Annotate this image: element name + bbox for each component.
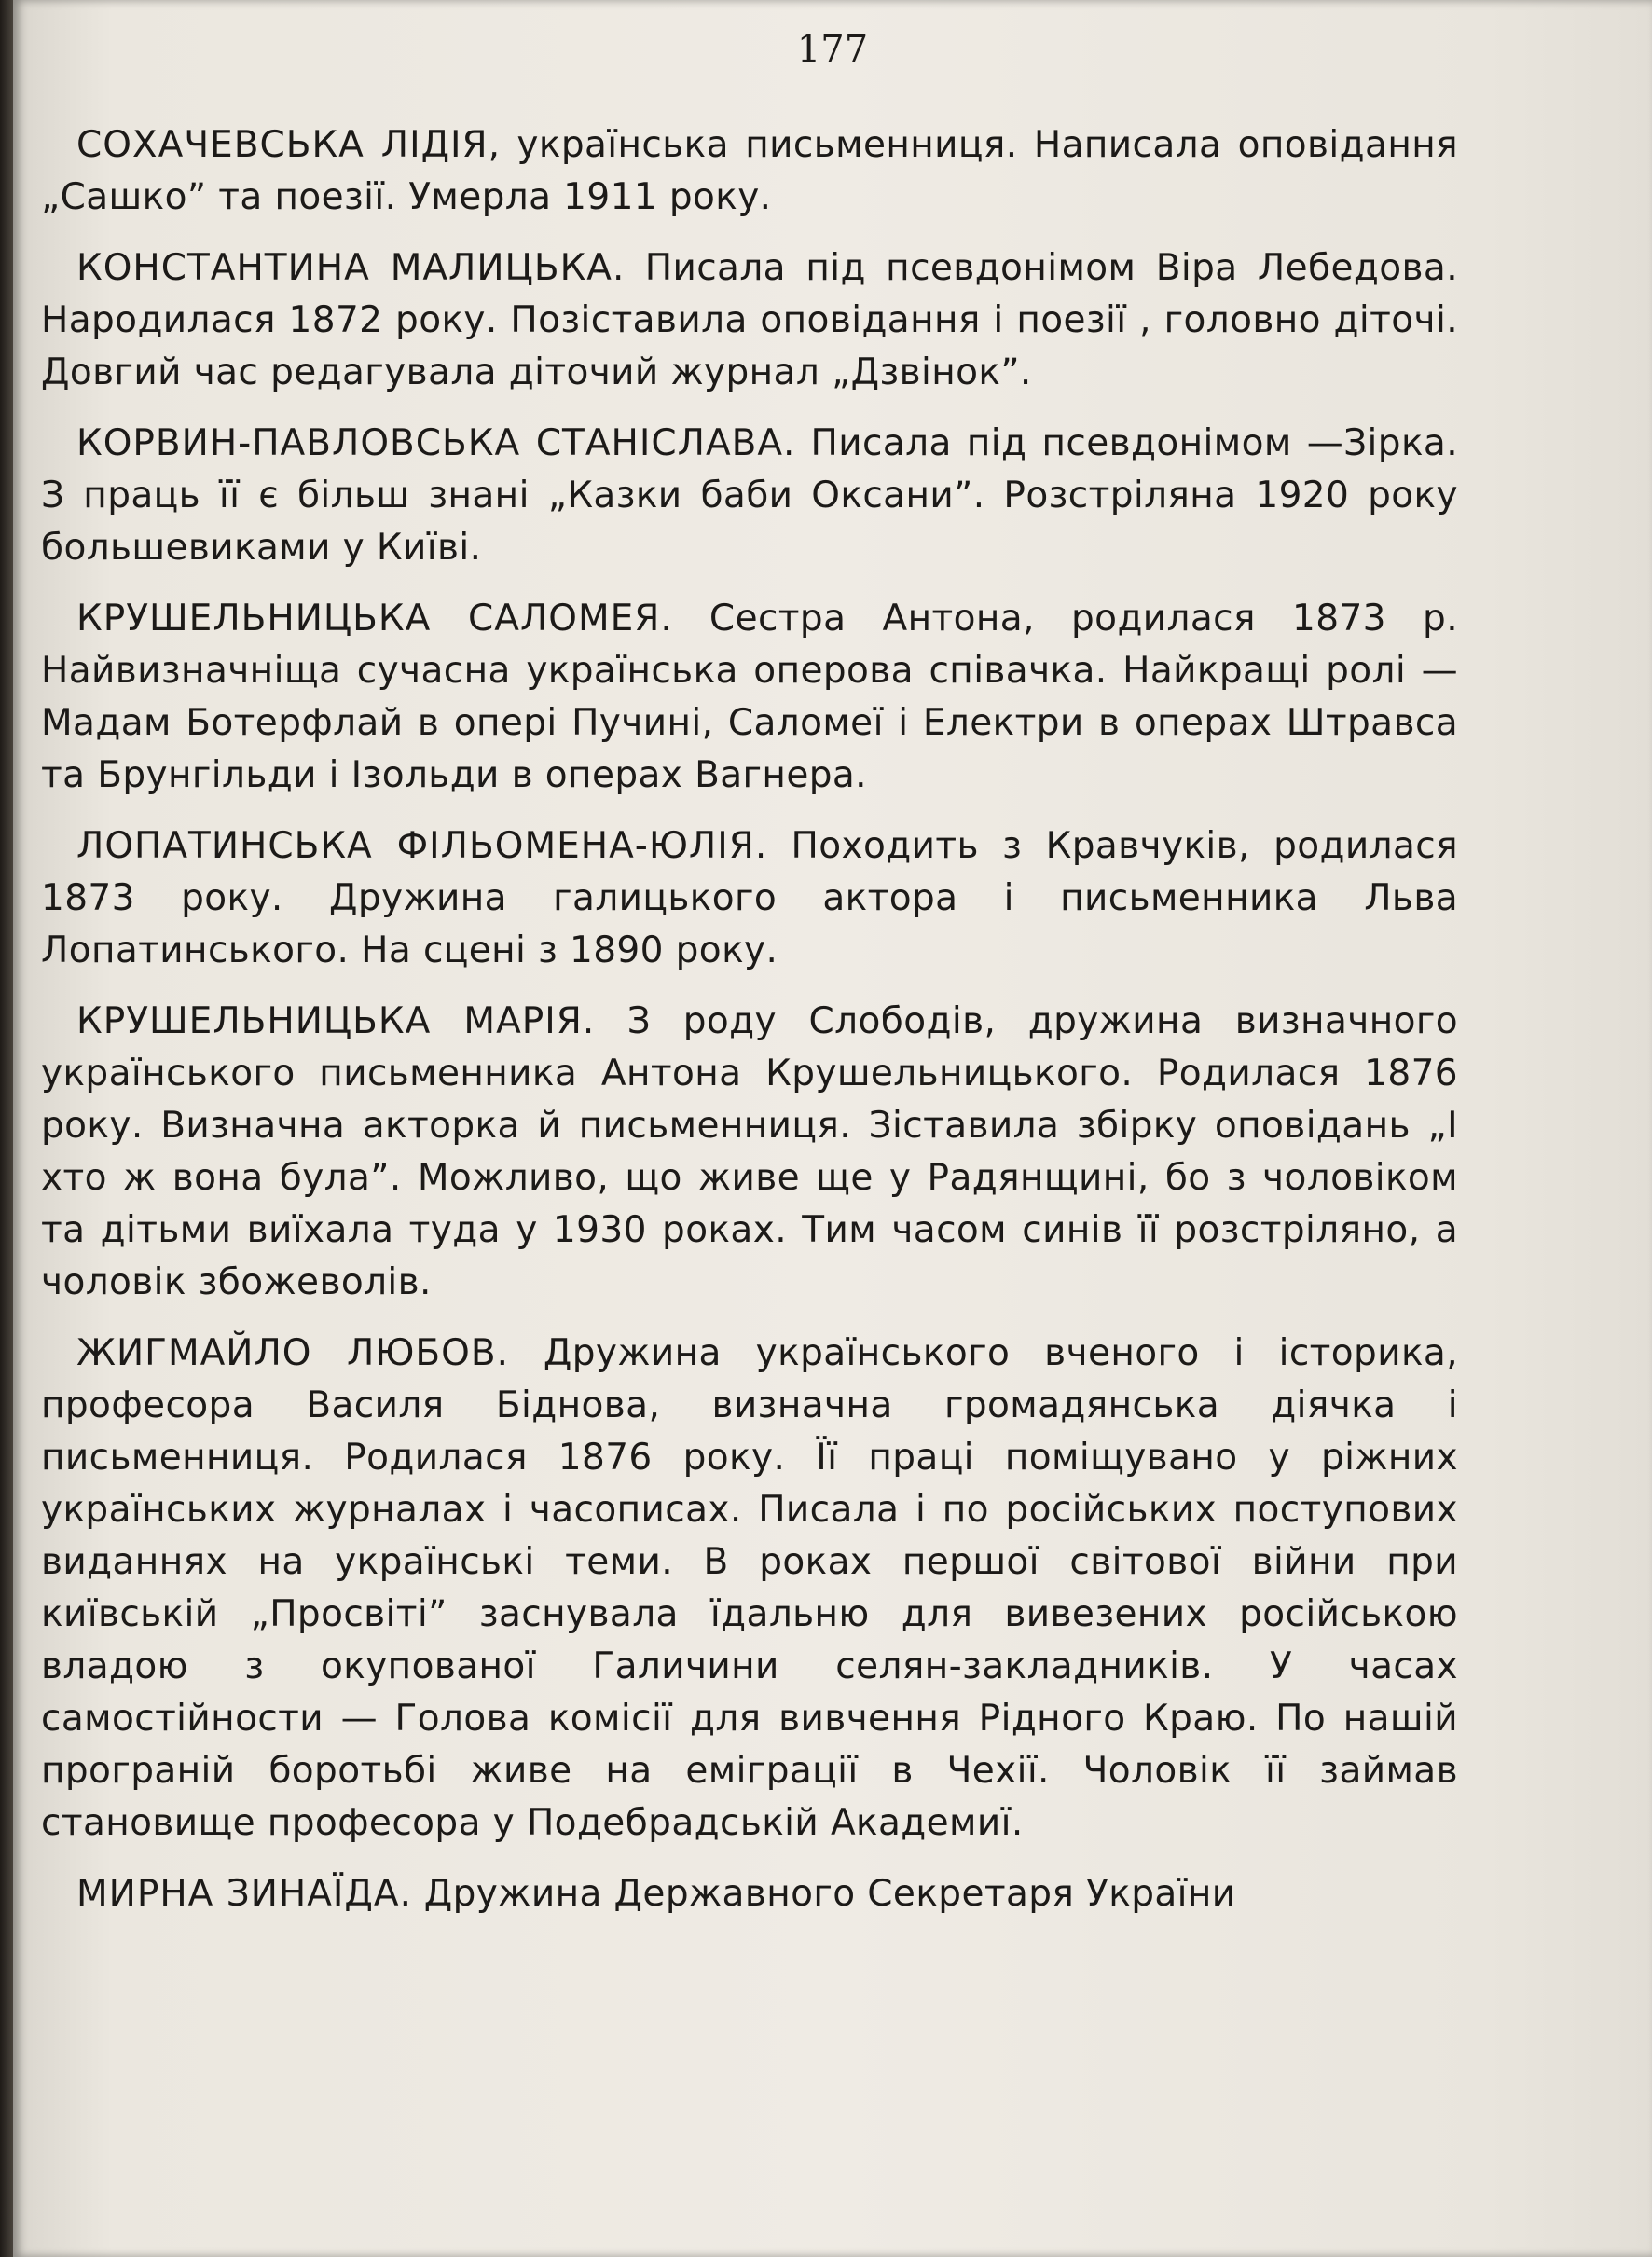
page-number: 177 [796, 28, 869, 71]
entry-malytska [41, 242, 1458, 399]
entry-korvyn-pavlovska [41, 418, 1458, 574]
entry-sokhachevska [41, 119, 1458, 224]
entry-text: Дружина українського вченого і історика, професора Василя Біднова, визначна громадянська діячка і письменниця. Родилася 1876 року. Її праці поміщувано у ріжних українських журналах і часописах. Писала і по російських поступових виданнях на українські теми. В роках першої світової війни при київській „Просвіті” заснувала їдальню для вивезених російською владою з окупованої Галичини селян-закладників. У часах самостійности — Голова комісії для вивчення Рідного Краю. По нашій програній боротьбі живе на еміграції в Чехії. Чоловік її займав становище професора у Подебрадській Академиї. [41, 1332, 1458, 1844]
entry-myrna [41, 1868, 1458, 1920]
entry-text: Писала під псевдонімом —Зірка. З праць її є більш знані „Казки баби Оксани”. Розстріляна 1920 року большевиками у Київі. [41, 422, 1458, 569]
entry-name: КОРВИН-ПАВЛОВСЬКА СТАНІСЛАВА. [76, 422, 796, 464]
entry-name: ЛОПАТИНСЬКА ФІЛЬОМЕНА-ЮЛІЯ. [76, 825, 768, 867]
entry-krushelnytska-mariia [41, 996, 1458, 1309]
entry-text: Сестра Антона, родилася 1873 р. Найвизначніща сучасна українська оперова співачка. Найкращі ролі — Мадам Ботерфлай в опері Пучині, Саломеї і Електри в операх Штравса та Брунгільди і Ізольди в операх Вагнера. [41, 598, 1458, 796]
entry-lopatynska [41, 820, 1458, 977]
entry-name: ЖИГМАЙЛО ЛЮБОВ. [76, 1332, 509, 1374]
entry-text: З роду Слободів, дружина визначного українського письменника Антона Крушельницького. Родилася 1876 року. Визначна акторка й письменниця. Зіставила збірку оповідань „І хто ж вона була”. Можливо, що живе ще у Радянщині, бо з чоловіком та дітьми виїхала туда у 1930 роках. Тим часом синів її розстріляно, а чоловік збожеволів. [41, 1000, 1459, 1303]
entry-name: КРУШЕЛЬНИЦЬКА САЛОМЕЯ. [76, 598, 673, 640]
entry-name: СОХАЧЕВСЬКА ЛІДІЯ, [76, 124, 502, 166]
entry-text: Писала під псевдонімом Віра Лебедова. Народилася 1872 року. Позіставила оповідання і поезії , головно діточі. Довгий час редагувала діточий журнал „Дзвінок”. [41, 247, 1458, 393]
entry-name: МИРНА ЗИНАЇДА. [76, 1873, 412, 1915]
entry-krushelnytska-solomiia [41, 593, 1458, 802]
entry-text: українська письменниця. Написала оповідання „Сашко” та поезії. Умерла 1911 року. [41, 124, 1458, 218]
book-spine-shadow [0, 0, 13, 2257]
entry-zhyhmailo [41, 1328, 1458, 1850]
entry-name: КОНСТАНТИНА МАЛИЦЬКА. [76, 247, 626, 289]
book-page [13, 0, 1652, 2257]
page-text [41, 119, 1458, 1939]
entry-text: Походить з Кравчуків, родилася 1873 року. Дружина галицького актора і письменника Льва Лопатинського. На сцені з 1890 року. [41, 825, 1458, 971]
entry-name: КРУШЕЛЬНИЦЬКА МАРІЯ. [76, 1000, 596, 1042]
entry-text: Дружина Державного Секретаря України [411, 1873, 1236, 1915]
